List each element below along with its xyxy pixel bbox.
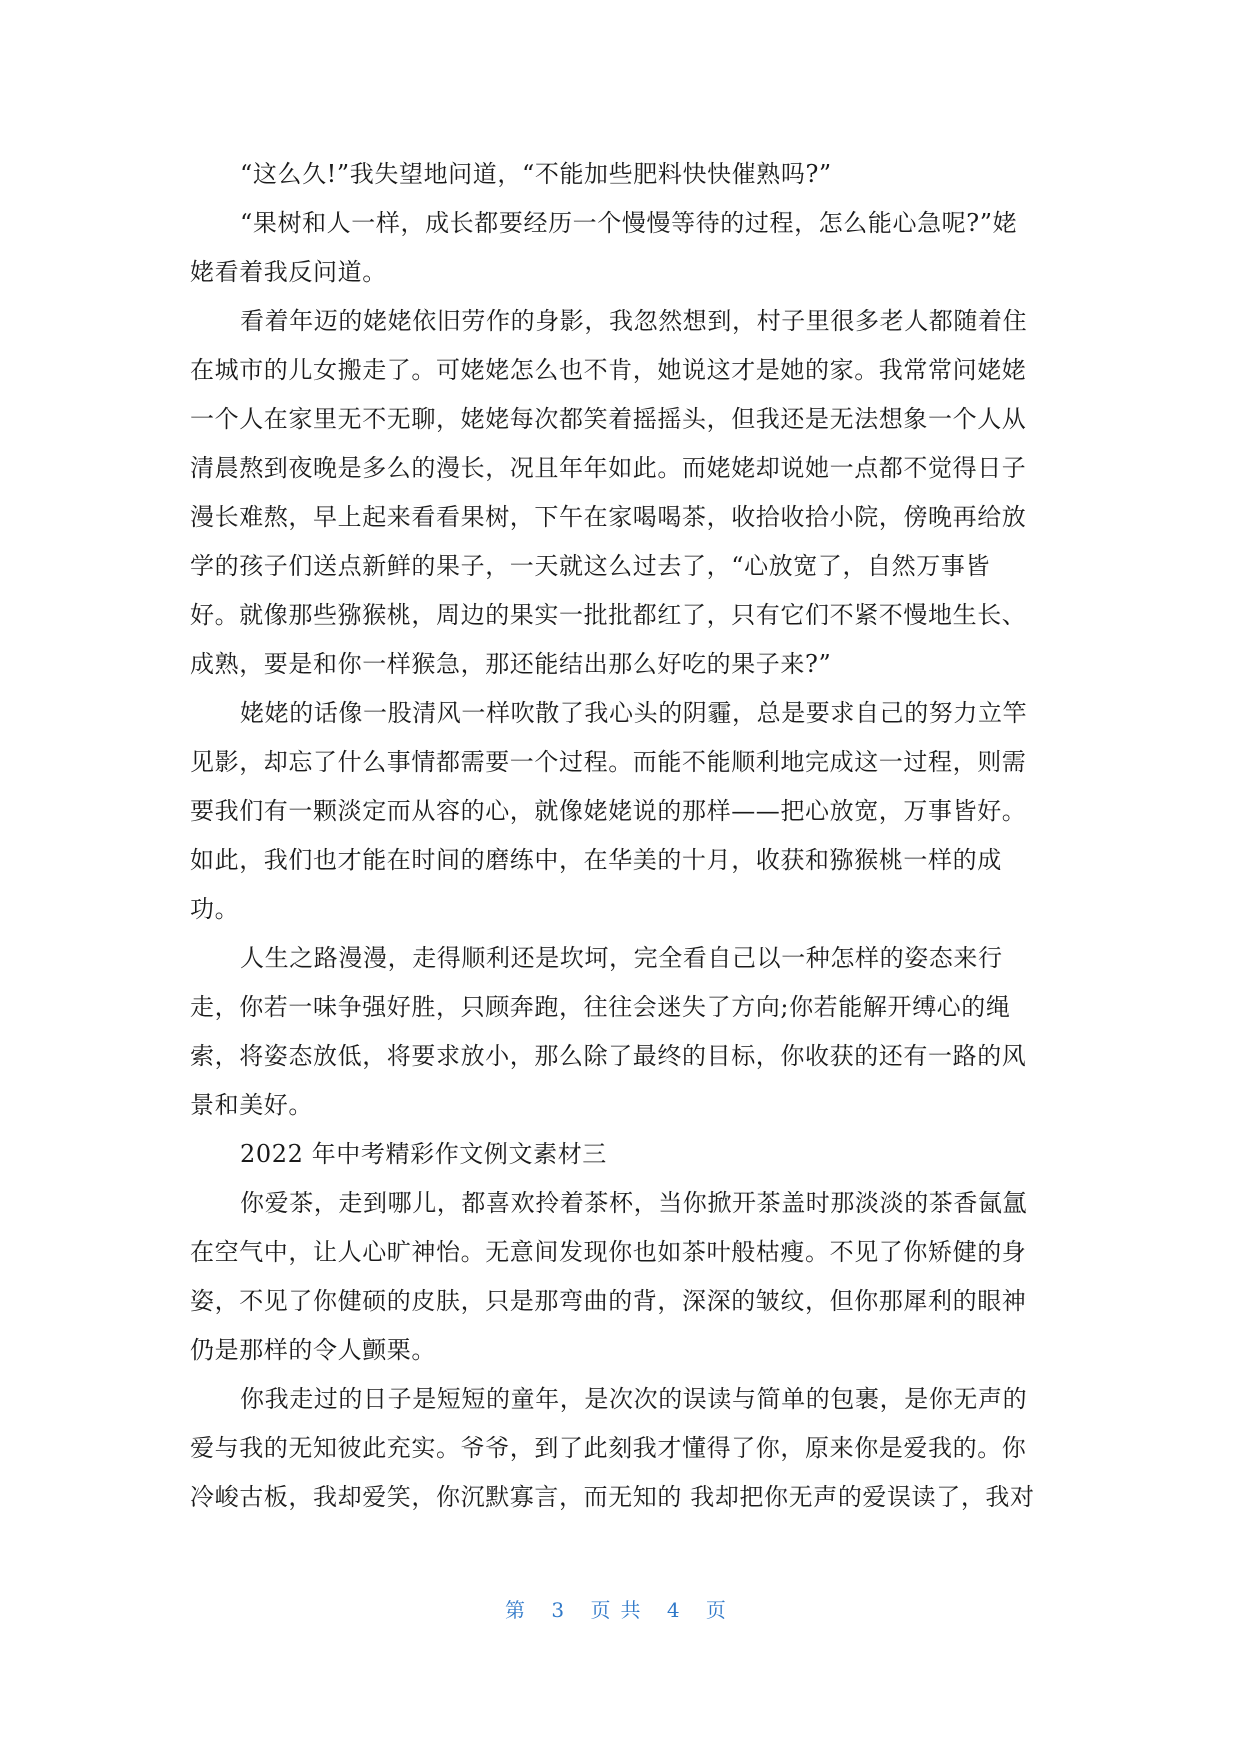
section-heading: 2022 年中考精彩作文例文素材三: [240, 1140, 607, 1168]
page-number-footer: 第 3 页共 4 页: [505, 1598, 736, 1622]
paragraph-line: 学的孩子们送点新鲜的果子，一天就这么过去了，“心放宽了，自然万事皆: [190, 552, 991, 580]
paragraph-line: 如此，我们也才能在时间的磨练中，在华美的十月，收获和猕猴桃一样的成: [190, 846, 1002, 874]
paragraph-line: 人生之路漫漫，走得顺利还是坎坷，完全看自己以一种怎样的姿态来行: [240, 944, 1003, 972]
paragraph-line: 冷峻古板，我却爱笑，你沉默寡言，而无知的 我却把你无声的爱误读了，我对: [190, 1483, 1035, 1511]
paragraph-line: 走，你若一味争强好胜，只顾奔跑，往往会迷失了方向;你若能解开缚心的绳: [190, 993, 1011, 1021]
paragraph-line: “这么久!”我失望地问道，“不能加些肥料快快催熟吗?”: [240, 160, 832, 188]
document-body: [190, 150, 1055, 1522]
paragraph-line: 清晨熬到夜晚是多么的漫长，况且年年如此。而姥姥却说她一点都不觉得日子: [190, 454, 1027, 482]
paragraph-line: 你爱茶，走到哪儿，都喜欢拎着茶杯，当你掀开茶盖时那淡淡的茶香氤氲: [240, 1189, 1028, 1217]
paragraph-line: 索，将姿态放低，将要求放小，那么除了最终的目标，你收获的还有一路的风: [190, 1042, 1027, 1070]
paragraph-line: 景和美好。: [190, 1091, 313, 1119]
paragraph-line: “果树和人一样，成长都要经历一个慢慢等待的过程，怎么能心急呢?”姥: [240, 209, 1018, 237]
paragraph-line: 仍是那样的令人颤栗。: [190, 1336, 436, 1364]
paragraph-line: 漫长难熬，早上起来看看果树，下午在家喝喝茶，收拾收拾小院，傍晚再给放: [190, 503, 1027, 531]
paragraph-line: 要我们有一颗淡定而从容的心，就像姥姥说的那样——把心放宽，万事皆好。: [190, 797, 1027, 825]
paragraph-line: 爱与我的无知彼此充实。爷爷，到了此刻我才懂得了你，原来你是爱我的。你: [190, 1434, 1027, 1462]
paragraph-line: 在城市的儿女搬走了。可姥姥怎么也不肯，她说这才是她的家。我常常问姥姥: [190, 356, 1027, 384]
paragraph-line: 姿，不见了你健硕的皮肤，只是那弯曲的背，深深的皱纹，但你那犀利的眼神: [190, 1287, 1027, 1315]
paragraph-line: 在空气中，让人心旷神怡。无意间发现你也如茶叶般枯瘦。不见了你矫健的身: [190, 1238, 1027, 1266]
paragraph-line: 姥姥的话像一股清风一样吹散了我心头的阴霾，总是要求自己的努力立竿: [240, 699, 1028, 727]
paragraph-line: 姥看着我反问道。: [190, 258, 387, 286]
paragraph-line: 见影，却忘了什么事情都需要一个过程。而能不能顺利地完成这一过程，则需: [190, 748, 1027, 776]
paragraph-line: 成熟，要是和你一样猴急，那还能结出那么好吃的果子来?”: [190, 650, 832, 678]
paragraph-line: 看着年迈的姥姥依旧劳作的身影，我忽然想到，村子里很多老人都随着住: [240, 307, 1028, 335]
paragraph-line: 你我走过的日子是短短的童年，是次次的误读与简单的包裹，是你无声的: [240, 1385, 1028, 1413]
paragraph-line: 好。就像那些猕猴桃，周边的果实一批批都红了，只有它们不紧不慢地生长、: [190, 601, 1027, 629]
paragraph-line: 一个人在家里无不无聊，姥姥每次都笑着摇摇头，但我还是无法想象一个人从: [190, 405, 1027, 433]
paragraph-line: 功。: [190, 895, 240, 923]
